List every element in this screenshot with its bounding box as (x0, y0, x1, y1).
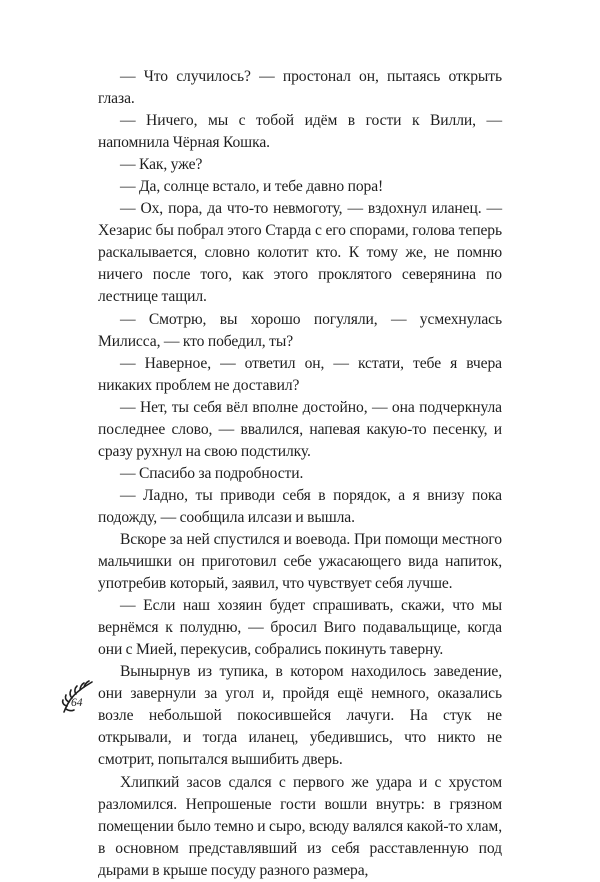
paragraph: — Нет, ты себя вёл вполне достойно, — она подчеркнула последнее слово, — ввалился, напевая какую-то песенку, и сразу рухнул на свою подстилку. (98, 398, 502, 460)
page-number: 64 (71, 697, 83, 709)
paragraph: — Ничего, мы с тобой идём в гости к Вилли, — напомнила Чёрная Кошка. (98, 112, 502, 152)
body-text (98, 66, 502, 882)
paragraph: Хлипкий засов сдался с первого же удара и с хрустом разломился. Непрошеные гости вошли внутрь: в грязном помещении было темно и сыро, всюду валялся какой-то хлам, в основном представлявший из себя расставленную под дырами в крыше посуду разного размера, (98, 773, 502, 879)
paragraph: — Спасибо за подробности. (120, 464, 304, 482)
fern-ornament-icon (58, 676, 98, 716)
paragraph: — Ох, пора, да что-то невмоготу, — вздохнул иланец. — Хезарис бы побрал этого Старда с его спорами, голова теперь раскалывается, словно колотит кто. К тому же, не помню ничего после того, как этого проклятого северянина по лестнице тащил. (98, 200, 502, 306)
paragraph: — Что случилось? — простонал он, пытаясь открыть глаза. (98, 68, 502, 108)
paragraph: — Ладно, ты приводи себя в порядок, а я внизу пока подожду, — сообщила илсази и вышла. (98, 486, 502, 526)
page-number-ornament (58, 676, 98, 716)
paragraph: — Да, солнце встало, и тебе давно пора! (120, 178, 384, 196)
paragraph: — Наверное, — ответил он, — кстати, тебе я вчера никаких проблем не доставил? (98, 354, 502, 394)
paragraph: Вынырнув из тупика, в котором находилось заведение, они завернули за угол и, пройдя ещё немного, оказались возле небольшой покосившейся лачуги. На стук не открывали, и тогда иланец, убедившись, что никто не смотрит, попытался вышибить дверь. (98, 663, 502, 769)
paragraph: Вскоре за ней спустился и воевода. При помощи местного мальчишки он приготовил себе ужасающего вида напиток, употребив который, заявил, что чувствует себя лучше. (98, 530, 502, 593)
paragraph: — Если наш хозяин будет спрашивать, скажи, что мы вернёмся к полудню, — бросил Виго подавальщице, когда они с Мией, перекусив, собрались покинуть таверну. (98, 597, 502, 659)
paragraph: — Смотрю, вы хорошо погуляли, — усмехнулась Милисса, — кто победил, ты? (98, 310, 502, 350)
paragraph: — Как, уже? (120, 156, 203, 174)
